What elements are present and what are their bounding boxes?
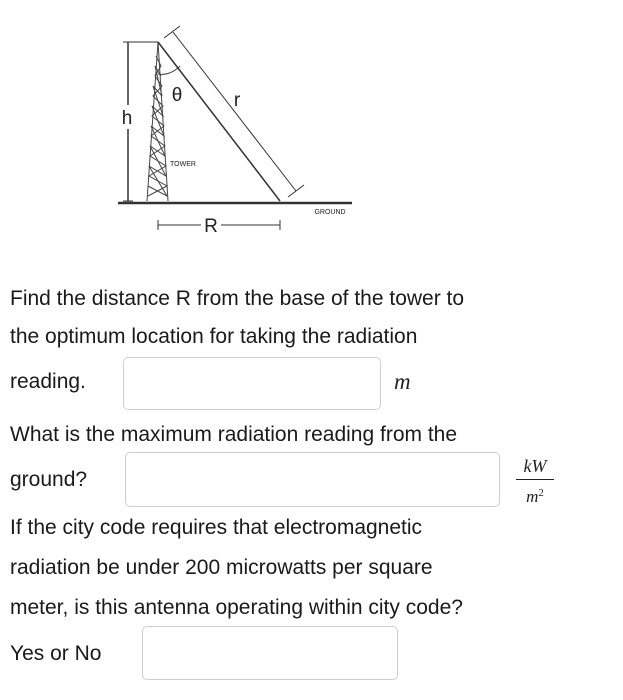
distance-answer-input[interactable] xyxy=(123,357,381,410)
label-r: r xyxy=(233,90,241,111)
label-R: R xyxy=(204,216,218,237)
r-dimension-line xyxy=(164,26,304,197)
question3-line4: Yes or No xyxy=(10,642,102,665)
question1-line1: Find the distance R from the base of the tower to xyxy=(10,287,465,310)
radiation-unit-fraction xyxy=(510,456,560,507)
radiation-unit-denominator xyxy=(510,483,560,507)
question3-line1: If the city code requires that electromagnetic xyxy=(10,516,423,539)
radiation-answer-input[interactable] xyxy=(125,452,500,507)
label-theta: θ xyxy=(171,85,183,106)
question3-line2: radiation be under 200 microwatts per square xyxy=(10,556,433,579)
question2-line2: ground? xyxy=(10,468,88,491)
tower xyxy=(147,42,168,201)
tower-diagram xyxy=(0,0,623,250)
question1-line2: the optimum location for taking the radiation xyxy=(10,325,418,348)
fraction-bar xyxy=(516,479,554,480)
radiation-unit-denominator-exponent: 2 xyxy=(538,487,544,499)
label-h: h xyxy=(121,108,133,129)
label-tower: TOWER xyxy=(170,161,196,168)
question2-line1: What is the maximum radiation reading from the xyxy=(10,423,458,446)
question1-line3: reading. xyxy=(10,370,86,393)
question3-line3: meter, is this antenna operating within city code? xyxy=(10,596,463,619)
distance-unit: m xyxy=(394,369,411,394)
city-code-answer-input[interactable] xyxy=(142,626,398,680)
label-ground: GROUND xyxy=(314,209,346,216)
radiation-unit-denominator-base: m xyxy=(526,487,539,506)
base-distance-dimension-line xyxy=(158,220,280,230)
radiation-line xyxy=(158,42,280,201)
radiation-unit-numerator: kW xyxy=(523,456,547,476)
